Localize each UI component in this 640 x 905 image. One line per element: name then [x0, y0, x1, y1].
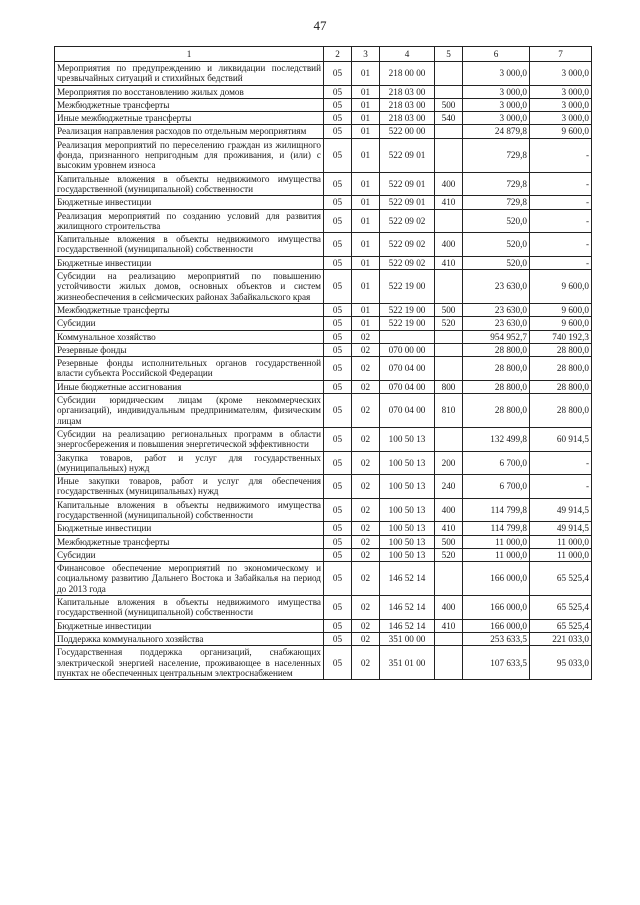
expense-type-cell: 400 — [435, 172, 463, 196]
section-code-cell: 05 — [324, 125, 352, 138]
amount-col7-cell: 3 000,0 — [530, 98, 592, 111]
table-row — [55, 475, 592, 499]
section-code-cell: 05 — [324, 317, 352, 330]
table-row — [55, 256, 592, 269]
expense-type-cell: 500 — [435, 535, 463, 548]
subsection-code-cell: 01 — [352, 196, 380, 209]
target-article-cell: 522 09 01 — [380, 196, 435, 209]
amount-col7-cell: 65 525,4 — [530, 619, 592, 632]
column-header: 2 — [324, 47, 352, 62]
amount-col6-cell: 28 800,0 — [463, 380, 530, 393]
amount-col6-cell: 107 633,5 — [463, 646, 530, 680]
amount-col7-cell: 65 525,4 — [530, 596, 592, 620]
amount-col7-cell: 3 000,0 — [530, 62, 592, 86]
amount-col7-cell: 28 800,0 — [530, 343, 592, 356]
target-article-cell: 351 01 00 — [380, 646, 435, 680]
subsection-code-cell: 02 — [352, 535, 380, 548]
table-row — [55, 451, 592, 475]
table-row — [55, 303, 592, 316]
expense-name-cell: Реализация мероприятий по созданию условий для развития жилищного строительства — [55, 209, 324, 233]
target-article-cell: 070 04 00 — [380, 380, 435, 393]
section-code-cell: 05 — [324, 548, 352, 561]
subsection-code-cell: 02 — [352, 646, 380, 680]
table-row — [55, 98, 592, 111]
expense-name-cell: Субсидии — [55, 317, 324, 330]
column-header: 3 — [352, 47, 380, 62]
table-row — [55, 172, 592, 196]
expense-type-cell: 400 — [435, 498, 463, 522]
amount-col7-cell: - — [530, 138, 592, 172]
subsection-code-cell: 02 — [352, 330, 380, 343]
amount-col6-cell: 520,0 — [463, 233, 530, 257]
target-article-cell: 522 09 02 — [380, 209, 435, 233]
expense-type-cell — [435, 562, 463, 596]
expense-name-cell: Иные бюджетные ассигнования — [55, 380, 324, 393]
section-code-cell: 05 — [324, 233, 352, 257]
expense-type-cell — [435, 209, 463, 233]
expense-type-cell — [435, 646, 463, 680]
amount-col6-cell: 114 799,8 — [463, 522, 530, 535]
amount-col7-cell: - — [530, 256, 592, 269]
table-row — [55, 522, 592, 535]
table-row — [55, 394, 592, 428]
subsection-code-cell: 01 — [352, 62, 380, 86]
table-row — [55, 317, 592, 330]
section-code-cell: 05 — [324, 619, 352, 632]
section-code-cell: 05 — [324, 209, 352, 233]
target-article-cell: 100 50 13 — [380, 427, 435, 451]
amount-col6-cell: 11 000,0 — [463, 535, 530, 548]
expense-name-cell: Межбюджетные трансферты — [55, 535, 324, 548]
expense-type-cell: 410 — [435, 619, 463, 632]
section-code-cell: 05 — [324, 535, 352, 548]
expense-name-cell: Субсидии на реализацию региональных программ в области энергосбережения и повышения энергетической эффективности — [55, 427, 324, 451]
section-code-cell: 05 — [324, 270, 352, 304]
table-row — [55, 330, 592, 343]
expense-type-cell: 500 — [435, 303, 463, 316]
table-row — [55, 138, 592, 172]
amount-col7-cell: 11 000,0 — [530, 548, 592, 561]
section-code-cell: 05 — [324, 646, 352, 680]
expense-type-cell — [435, 138, 463, 172]
section-code-cell: 05 — [324, 330, 352, 343]
amount-col7-cell: 95 033,0 — [530, 646, 592, 680]
amount-col7-cell: - — [530, 475, 592, 499]
subsection-code-cell: 02 — [352, 522, 380, 535]
table-row — [55, 85, 592, 98]
target-article-cell: 070 00 00 — [380, 343, 435, 356]
section-code-cell: 05 — [324, 498, 352, 522]
target-article-cell: 100 50 13 — [380, 451, 435, 475]
target-article-cell: 100 50 13 — [380, 535, 435, 548]
expense-name-cell: Капитальные вложения в объекты недвижимого имущества государственной (муниципальной) собственности — [55, 596, 324, 620]
expense-type-cell — [435, 62, 463, 86]
target-article-cell: 522 09 02 — [380, 233, 435, 257]
expense-type-cell — [435, 330, 463, 343]
expense-name-cell: Резервные фонды исполнительных органов государственной власти субъекта Российской Федерации — [55, 357, 324, 381]
column-header: 4 — [380, 47, 435, 62]
amount-col6-cell: 520,0 — [463, 256, 530, 269]
expense-name-cell: Коммунальное хозяйство — [55, 330, 324, 343]
expense-name-cell: Капитальные вложения в объекты недвижимого имущества государственной (муниципальной) собственности — [55, 498, 324, 522]
expense-name-cell: Межбюджетные трансферты — [55, 98, 324, 111]
subsection-code-cell: 01 — [352, 85, 380, 98]
target-article-cell: 146 52 14 — [380, 596, 435, 620]
expense-name-cell: Бюджетные инвестиции — [55, 196, 324, 209]
subsection-code-cell: 01 — [352, 209, 380, 233]
expense-name-cell: Субсидии на реализацию мероприятий по повышению устойчивости жилых домов, основных объектов и систем жизнеобеспечения в сейсмических районах Забайкальского края — [55, 270, 324, 304]
amount-col7-cell: 28 800,0 — [530, 380, 592, 393]
amount-col6-cell: 28 800,0 — [463, 357, 530, 381]
table-row — [55, 427, 592, 451]
expense-name-cell: Капитальные вложения в объекты недвижимого имущества государственной (муниципальной) собственности — [55, 233, 324, 257]
column-header: 7 — [530, 47, 592, 62]
target-article-cell: 100 50 13 — [380, 475, 435, 499]
amount-col6-cell: 114 799,8 — [463, 498, 530, 522]
table-row — [55, 596, 592, 620]
expense-type-cell: 400 — [435, 233, 463, 257]
subsection-code-cell: 01 — [352, 256, 380, 269]
subsection-code-cell: 01 — [352, 270, 380, 304]
amount-col6-cell: 23 630,0 — [463, 270, 530, 304]
amount-col6-cell: 6 700,0 — [463, 451, 530, 475]
amount-col7-cell: 9 600,0 — [530, 125, 592, 138]
subsection-code-cell: 02 — [352, 562, 380, 596]
amount-col7-cell: 60 914,5 — [530, 427, 592, 451]
table-row — [55, 233, 592, 257]
amount-col6-cell: 132 499,8 — [463, 427, 530, 451]
section-code-cell: 05 — [324, 451, 352, 475]
table-row — [55, 646, 592, 680]
subsection-code-cell: 01 — [352, 98, 380, 111]
expense-type-cell: 400 — [435, 596, 463, 620]
table-row — [55, 62, 592, 86]
expense-name-cell: Бюджетные инвестиции — [55, 619, 324, 632]
target-article-cell: 522 09 01 — [380, 172, 435, 196]
section-code-cell: 05 — [324, 394, 352, 428]
amount-col7-cell: 49 914,5 — [530, 498, 592, 522]
target-article-cell: 218 03 00 — [380, 112, 435, 125]
subsection-code-cell: 01 — [352, 172, 380, 196]
column-header: 5 — [435, 47, 463, 62]
target-article-cell: 522 19 00 — [380, 270, 435, 304]
subsection-code-cell: 01 — [352, 112, 380, 125]
section-code-cell: 05 — [324, 98, 352, 111]
expense-name-cell: Закупка товаров, работ и услуг для государственных (муниципальных) нужд — [55, 451, 324, 475]
section-code-cell: 05 — [324, 172, 352, 196]
amount-col7-cell: 3 000,0 — [530, 112, 592, 125]
target-article-cell: 218 03 00 — [380, 85, 435, 98]
subsection-code-cell: 01 — [352, 138, 380, 172]
expense-name-cell: Субсидии — [55, 548, 324, 561]
table-row — [55, 535, 592, 548]
amount-col7-cell: 9 600,0 — [530, 317, 592, 330]
section-code-cell: 05 — [324, 85, 352, 98]
column-header: 1 — [55, 47, 324, 62]
expense-type-cell: 410 — [435, 196, 463, 209]
table-header-row — [55, 47, 592, 62]
subsection-code-cell: 02 — [352, 394, 380, 428]
target-article-cell: 070 04 00 — [380, 357, 435, 381]
expense-name-cell: Иные межбюджетные трансферты — [55, 112, 324, 125]
table-row — [55, 380, 592, 393]
expense-name-cell: Субсидии юридическим лицам (кроме некоммерческих организаций), индивидуальным предпринимателям, физическим лицам — [55, 394, 324, 428]
expense-type-cell: 810 — [435, 394, 463, 428]
subsection-code-cell: 01 — [352, 233, 380, 257]
expense-name-cell: Финансовое обеспечение мероприятий по экономическому и социальному развитию Дальнего Востока и Забайкалья на период до 2013 года — [55, 562, 324, 596]
table-row — [55, 562, 592, 596]
amount-col7-cell: 221 033,0 — [530, 632, 592, 645]
expense-name-cell: Мероприятия по предупреждению и ликвидации последствий чрезвычайных ситуаций и стихийных бедствий — [55, 62, 324, 86]
amount-col6-cell: 729,8 — [463, 138, 530, 172]
expense-name-cell: Бюджетные инвестиции — [55, 522, 324, 535]
section-code-cell: 05 — [324, 522, 352, 535]
amount-col6-cell: 24 879,8 — [463, 125, 530, 138]
target-article-cell: 100 50 13 — [380, 548, 435, 561]
target-article-cell: 522 19 00 — [380, 303, 435, 316]
table-row — [55, 548, 592, 561]
amount-col7-cell: 9 600,0 — [530, 303, 592, 316]
table-body — [55, 62, 592, 680]
target-article-cell: 351 00 00 — [380, 632, 435, 645]
section-code-cell: 05 — [324, 138, 352, 172]
subsection-code-cell: 01 — [352, 317, 380, 330]
expense-type-cell: 520 — [435, 317, 463, 330]
amount-col6-cell: 3 000,0 — [463, 62, 530, 86]
section-code-cell: 05 — [324, 596, 352, 620]
subsection-code-cell: 02 — [352, 380, 380, 393]
budget-table — [54, 46, 592, 680]
target-article-cell: 218 00 00 — [380, 62, 435, 86]
amount-col7-cell: 3 000,0 — [530, 85, 592, 98]
amount-col7-cell: 740 192,3 — [530, 330, 592, 343]
amount-col7-cell: - — [530, 451, 592, 475]
amount-col6-cell: 3 000,0 — [463, 85, 530, 98]
expense-type-cell — [435, 125, 463, 138]
section-code-cell: 05 — [324, 256, 352, 269]
table-row — [55, 357, 592, 381]
subsection-code-cell: 02 — [352, 632, 380, 645]
target-article-cell: 522 00 00 — [380, 125, 435, 138]
subsection-code-cell: 02 — [352, 619, 380, 632]
table-row — [55, 209, 592, 233]
amount-col6-cell: 520,0 — [463, 209, 530, 233]
amount-col6-cell: 28 800,0 — [463, 394, 530, 428]
expense-type-cell: 200 — [435, 451, 463, 475]
subsection-code-cell: 02 — [352, 475, 380, 499]
amount-col7-cell: 65 525,4 — [530, 562, 592, 596]
section-code-cell: 05 — [324, 112, 352, 125]
subsection-code-cell: 02 — [352, 427, 380, 451]
amount-col6-cell: 253 633,5 — [463, 632, 530, 645]
table-row — [55, 112, 592, 125]
subsection-code-cell: 02 — [352, 548, 380, 561]
amount-col7-cell: 28 800,0 — [530, 394, 592, 428]
expense-name-cell: Мероприятия по восстановлению жилых домов — [55, 85, 324, 98]
expense-type-cell: 540 — [435, 112, 463, 125]
amount-col6-cell: 166 000,0 — [463, 596, 530, 620]
section-code-cell: 05 — [324, 303, 352, 316]
subsection-code-cell: 02 — [352, 451, 380, 475]
expense-type-cell — [435, 632, 463, 645]
expense-type-cell: 800 — [435, 380, 463, 393]
expense-type-cell — [435, 270, 463, 304]
target-article-cell: 522 09 01 — [380, 138, 435, 172]
table-row — [55, 125, 592, 138]
amount-col6-cell: 28 800,0 — [463, 343, 530, 356]
amount-col6-cell: 729,8 — [463, 172, 530, 196]
section-code-cell: 05 — [324, 632, 352, 645]
expense-name-cell: Межбюджетные трансферты — [55, 303, 324, 316]
expense-name-cell: Капитальные вложения в объекты недвижимого имущества государственной (муниципальной) собственности — [55, 172, 324, 196]
section-code-cell: 05 — [324, 343, 352, 356]
table-row — [55, 619, 592, 632]
expense-name-cell: Реализация мероприятий по переселению граждан из жилищного фонда, признанного непригодным для проживания, и (или) с высоким уровнем износа — [55, 138, 324, 172]
amount-col6-cell: 3 000,0 — [463, 98, 530, 111]
subsection-code-cell: 01 — [352, 125, 380, 138]
subsection-code-cell: 02 — [352, 357, 380, 381]
expense-name-cell: Резервные фонды — [55, 343, 324, 356]
column-header: 6 — [463, 47, 530, 62]
expense-name-cell: Бюджетные инвестиции — [55, 256, 324, 269]
amount-col6-cell: 3 000,0 — [463, 112, 530, 125]
expense-name-cell: Иные закупки товаров, работ и услуг для обеспечения государственных (муниципальных) нужд — [55, 475, 324, 499]
expense-name-cell: Поддержка коммунального хозяйства — [55, 632, 324, 645]
table-row — [55, 632, 592, 645]
subsection-code-cell: 01 — [352, 303, 380, 316]
target-article-cell: 218 03 00 — [380, 98, 435, 111]
amount-col6-cell: 954 952,7 — [463, 330, 530, 343]
target-article-cell: 522 09 02 — [380, 256, 435, 269]
expense-name-cell: Реализация направления расходов по отдельным мероприятиям — [55, 125, 324, 138]
amount-col7-cell: 28 800,0 — [530, 357, 592, 381]
page-number: 47 — [313, 18, 327, 33]
target-article-cell — [380, 330, 435, 343]
expense-type-cell: 410 — [435, 256, 463, 269]
amount-col7-cell: - — [530, 233, 592, 257]
expense-name-cell: Государственная поддержка организаций, снабжающих электрической энергией население, проживающее в населенных пунктах не обеспеченных центральным электроснабжением — [55, 646, 324, 680]
target-article-cell: 146 52 14 — [380, 619, 435, 632]
amount-col6-cell: 6 700,0 — [463, 475, 530, 499]
amount-col7-cell: 11 000,0 — [530, 535, 592, 548]
subsection-code-cell: 02 — [352, 596, 380, 620]
section-code-cell: 05 — [324, 427, 352, 451]
target-article-cell: 100 50 13 — [380, 498, 435, 522]
expense-type-cell — [435, 85, 463, 98]
amount-col6-cell: 23 630,0 — [463, 303, 530, 316]
table-row — [55, 343, 592, 356]
section-code-cell: 05 — [324, 475, 352, 499]
target-article-cell: 522 19 00 — [380, 317, 435, 330]
amount-col7-cell: - — [530, 172, 592, 196]
expense-type-cell: 500 — [435, 98, 463, 111]
subsection-code-cell: 02 — [352, 498, 380, 522]
amount-col7-cell: 9 600,0 — [530, 270, 592, 304]
amount-col7-cell: - — [530, 196, 592, 209]
target-article-cell: 100 50 13 — [380, 522, 435, 535]
table-row — [55, 196, 592, 209]
section-code-cell: 05 — [324, 357, 352, 381]
amount-col6-cell: 729,8 — [463, 196, 530, 209]
amount-col6-cell: 23 630,0 — [463, 317, 530, 330]
expense-type-cell — [435, 427, 463, 451]
subsection-code-cell: 02 — [352, 343, 380, 356]
amount-col6-cell: 166 000,0 — [463, 562, 530, 596]
amount-col7-cell: - — [530, 209, 592, 233]
expense-type-cell — [435, 343, 463, 356]
table-row — [55, 270, 592, 304]
section-code-cell: 05 — [324, 62, 352, 86]
table-row — [55, 498, 592, 522]
amount-col6-cell: 11 000,0 — [463, 548, 530, 561]
section-code-cell: 05 — [324, 562, 352, 596]
target-article-cell: 146 52 14 — [380, 562, 435, 596]
expense-type-cell: 240 — [435, 475, 463, 499]
section-code-cell: 05 — [324, 196, 352, 209]
section-code-cell: 05 — [324, 380, 352, 393]
expense-type-cell — [435, 357, 463, 381]
expense-type-cell: 410 — [435, 522, 463, 535]
amount-col6-cell: 166 000,0 — [463, 619, 530, 632]
expense-type-cell: 520 — [435, 548, 463, 561]
target-article-cell: 070 04 00 — [380, 394, 435, 428]
amount-col7-cell: 49 914,5 — [530, 522, 592, 535]
